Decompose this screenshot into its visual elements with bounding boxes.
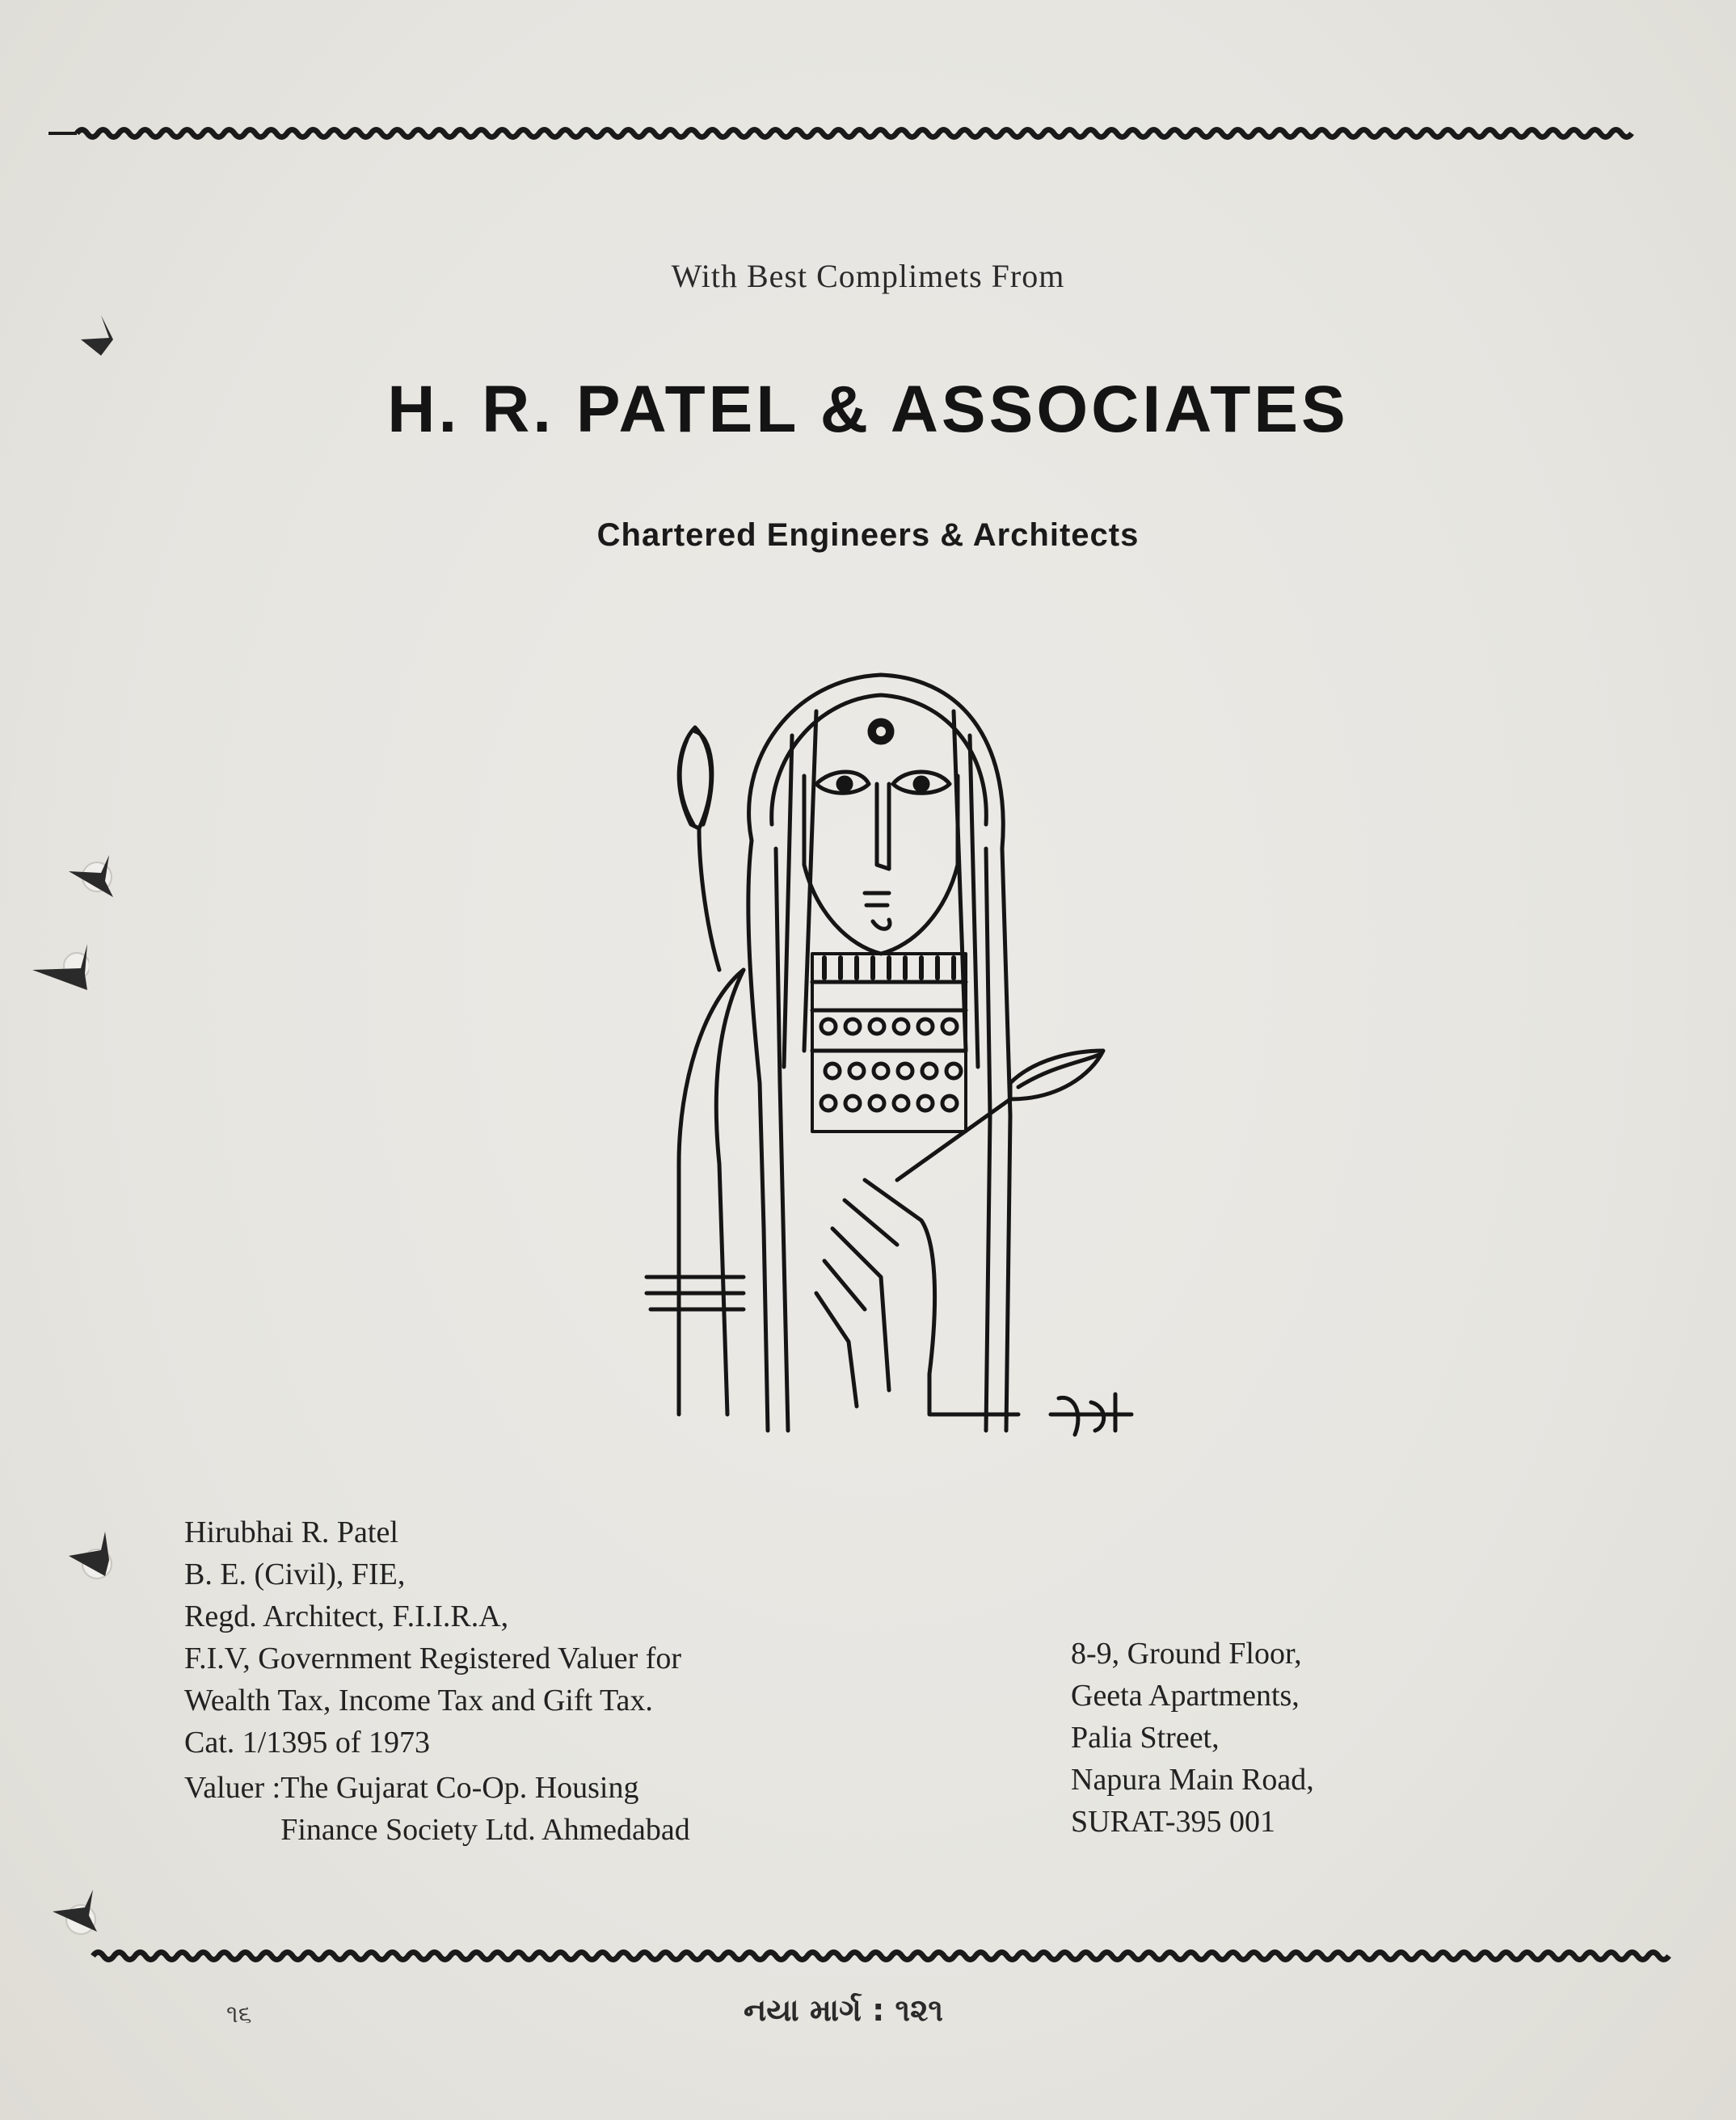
valuer-organisation-line: The Gujarat Co-Op. Housing [280,1771,639,1805]
compliments-line: With Best Complimets From [671,258,1065,294]
credential-category-number: Cat. 1/1395 of 1973 [184,1726,430,1760]
valuer-organisation-line: Finance Society Ltd. Ahmedabad [280,1813,690,1847]
address-line: 8-9, Ground Floor, [1071,1637,1302,1671]
credential-degree: B. E. (Civil), FIE, [184,1557,406,1591]
bottom-wavy-rule [0,1932,1736,1980]
address-line: Palia Street, [1071,1721,1220,1755]
valuer-organisation [280,1767,690,1851]
credential-valuer-registration: F.I.V, Government Registered Valuer for [184,1642,682,1675]
punch-mark-icon [65,849,121,905]
punch-mark-icon [77,307,133,364]
credential-tax-categories: Wealth Tax, Income Tax and Gift Tax. [184,1684,653,1717]
credential-architect: Regd. Architect, F.I.I.R.A, [184,1599,509,1633]
top-wavy-rule [0,109,1736,158]
credentials-block [184,1511,912,1851]
address-line: SURAT-395 001 [1071,1805,1276,1839]
valuer-label: Valuer : [184,1771,281,1805]
credential-name: Hirubhai R. Patel [184,1515,398,1549]
valuer-block [184,1767,912,1851]
woman-with-lotus-illustration [630,663,1148,1455]
company-subtitle: Chartered Engineers & Architects [596,517,1140,553]
address-line: Geeta Apartments, [1071,1679,1300,1713]
address-line: Napura Main Road, [1071,1763,1314,1797]
punch-mark-icon [32,938,89,994]
company-name: H. R. PATEL & ASSOCIATES [387,373,1349,446]
address-block [1071,1633,1523,1843]
footer-page-number: ૧૬ [226,2000,252,2029]
punch-mark-icon [65,1528,121,1584]
footer-publication-title: નયા માર્ગ : ૧૨૧ [744,1992,944,2028]
